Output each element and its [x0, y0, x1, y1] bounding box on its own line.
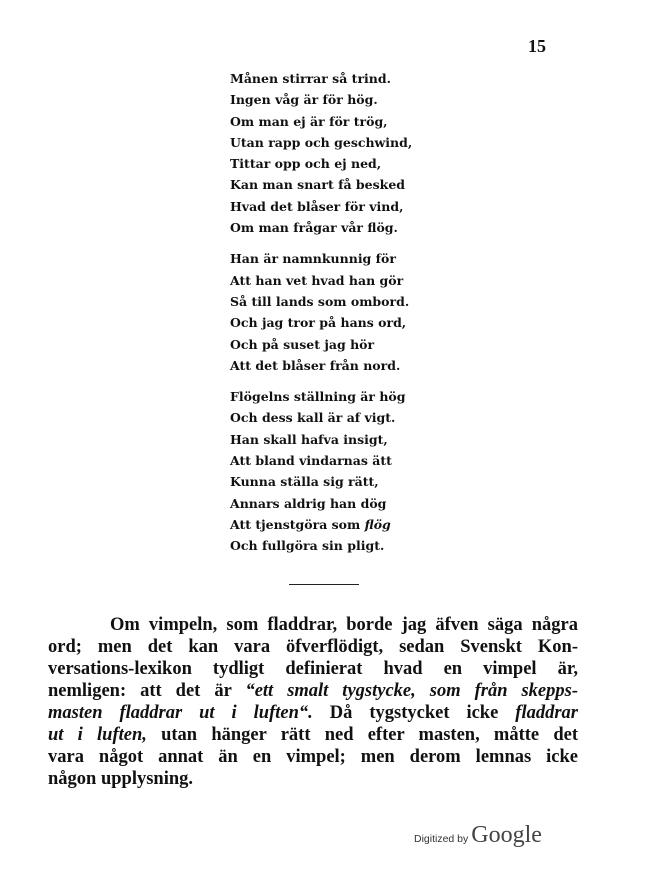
- poem: [230, 68, 470, 567]
- prose-line: [48, 724, 578, 746]
- stanza-1: [230, 68, 470, 238]
- poem-line: Kunna ställa sig rätt,: [230, 474, 379, 490]
- prose-paragraph: [48, 614, 578, 790]
- prose-line: någon upplysning.: [48, 769, 194, 789]
- poem-line: Och dess kall är af vigt.: [230, 410, 396, 426]
- digitized-by-label: Digitized by: [414, 833, 469, 845]
- poem-line-text: Att tjenstgöra som: [230, 516, 361, 532]
- poem-line: Annars aldrig han dög: [230, 495, 387, 511]
- digitized-by-watermark: [414, 822, 542, 849]
- google-logo: Google: [471, 822, 542, 848]
- prose-italic: fladdrar: [515, 703, 578, 723]
- poem-line: Tittar opp och ej ned,: [230, 156, 382, 172]
- prose-italic: ut i luften,: [48, 725, 147, 745]
- prose-line: versations-lexikon tydligt definierat hvad en vimpel är,: [48, 659, 578, 679]
- prose-text: Då tygstycket icke: [329, 703, 499, 723]
- poem-line: Ingen våg är för hög.: [230, 92, 378, 108]
- page-number: 15: [528, 36, 546, 56]
- poem-line: Att det blåser från nord.: [230, 357, 401, 373]
- poem-line: Så till lands som ombord.: [230, 293, 410, 309]
- poem-line: Han är namnkunnig för: [230, 251, 396, 267]
- prose-quote: masten fladdrar ut i luften“.: [48, 703, 313, 723]
- poem-line: [230, 514, 470, 535]
- stanza-2: [230, 248, 470, 376]
- poem-line: Kan man snart få besked: [230, 177, 406, 193]
- prose-text: utan hänger rätt ned efter masten, måtte det: [161, 725, 578, 745]
- prose-line: [48, 702, 578, 724]
- poem-line: Att han vet hvad han gör: [230, 272, 404, 288]
- poem-line: Och fullgöra sin pligt.: [230, 538, 385, 554]
- prose-line: [48, 680, 578, 702]
- section-divider: [289, 584, 359, 585]
- poem-line: Om man ej är för trög,: [230, 113, 388, 129]
- stanza-3: [230, 386, 470, 556]
- poem-line: Och jag tror på hans ord,: [230, 315, 407, 331]
- prose-line: vara något annat än en vimpel; men derom lemnas icke: [48, 747, 578, 767]
- prose-line: ord; men det kan vara öfverflödigt, sedan Svenskt Kon-: [48, 637, 578, 657]
- prose-line: Om vimpeln, som fladdrar, borde jag äfven säga några: [110, 615, 578, 635]
- poem-line: Utan rapp och geschwind,: [230, 134, 413, 150]
- poem-line: Om man frågar vår flög.: [230, 220, 398, 236]
- poem-line: Hvad det blåser för vind,: [230, 198, 404, 214]
- prose-quote: “ett smalt tygstycke, som från skepps-: [245, 681, 578, 701]
- poem-line: Han skall hafva insigt,: [230, 431, 388, 447]
- italic-word: flög: [364, 516, 391, 532]
- poem-line: Flögelns ställning är hög: [230, 389, 406, 405]
- poem-line: Och på suset jag hör: [230, 336, 375, 352]
- poem-line: Månen stirrar så trind.: [230, 71, 391, 86]
- prose-text: nemligen: att det är: [48, 681, 232, 701]
- poem-line: Att bland vindarnas ätt: [230, 453, 392, 469]
